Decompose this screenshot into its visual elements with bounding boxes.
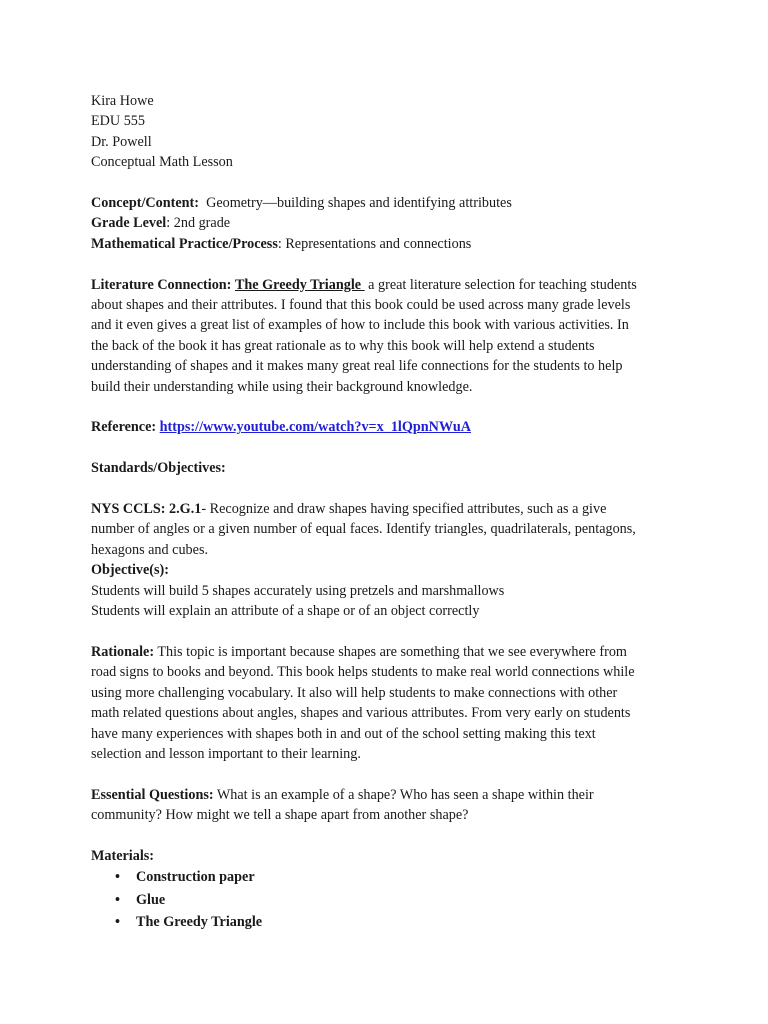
rationale-line: have many experiences with shapes both in and out of the school setting making this text bbox=[91, 725, 596, 742]
rationale-line: road signs to books and beyond. This book helps students to make real world connections while bbox=[91, 664, 635, 681]
list-item bbox=[91, 911, 681, 933]
rationale-line: math related questions about angles, shapes and various attributes. From very early on students bbox=[91, 705, 631, 722]
material-item: Glue bbox=[136, 891, 166, 908]
literature-paragraph bbox=[91, 275, 681, 397]
bullet-icon: • bbox=[115, 869, 120, 886]
list-item bbox=[91, 866, 681, 888]
literature-line: and it even gives a great list of examples of how to include this book with various activities. In bbox=[91, 317, 629, 334]
document-page bbox=[91, 91, 681, 933]
reference-link[interactable]: https://www.youtube.com/watch?v=x_1lQpnNWuA bbox=[159, 419, 471, 436]
materials-list bbox=[91, 866, 681, 933]
bullet-icon: • bbox=[115, 913, 120, 930]
reference-row bbox=[91, 417, 681, 437]
practice-row bbox=[91, 234, 681, 254]
essential-questions-line: What is an example of a shape? Who has seen a shape within their bbox=[213, 786, 594, 803]
material-item: Construction paper bbox=[136, 869, 255, 886]
reference-label: Reference: bbox=[91, 419, 157, 436]
instructor-name: Dr. Powell bbox=[91, 133, 152, 150]
essential-questions-line: community? How might we tell a shape apart from another shape? bbox=[91, 807, 469, 824]
nys-standard-line: - Recognize and draw shapes having specified attributes, such as a give bbox=[201, 501, 607, 518]
nys-standard-line: hexagons and cubes. bbox=[91, 541, 209, 558]
objective-item: Students will explain an attribute of a shape or of an object correctly bbox=[91, 603, 480, 620]
literature-line: understanding of shapes and it makes many great real life connections for the students to help bbox=[91, 358, 623, 375]
literature-line: about shapes and their attributes. I found that this book could be used across many grade levels bbox=[91, 297, 631, 314]
concept-label: Concept/Content: bbox=[91, 195, 199, 212]
materials-heading bbox=[91, 846, 681, 866]
rationale-line: using more challenging vocabulary. It also will help students to make connections with other bbox=[91, 684, 618, 701]
concept-row bbox=[91, 193, 681, 213]
grade-label: Grade Level bbox=[91, 215, 167, 232]
practice-value: : Representations and connections bbox=[277, 235, 472, 252]
literature-line: build their understanding while using their background knowledge. bbox=[91, 378, 473, 395]
course-code: EDU 555 bbox=[91, 113, 145, 130]
grade-row bbox=[91, 213, 681, 233]
essential-questions-paragraph bbox=[91, 785, 681, 826]
grade-value: : 2nd grade bbox=[166, 215, 231, 232]
standards-heading-text: Standards/Objectives: bbox=[91, 460, 226, 477]
materials-heading-text: Materials: bbox=[91, 847, 155, 864]
nys-standard-label: NYS CCLS: 2.G.1 bbox=[91, 501, 202, 518]
lesson-type: Conceptual Math Lesson bbox=[91, 154, 233, 171]
essential-questions-label: Essential Questions: bbox=[91, 786, 214, 803]
bullet-icon: • bbox=[115, 891, 120, 908]
nys-standard-line: number of angles or a given number of equal faces. Identify triangles, quadrilaterals, pentagons, bbox=[91, 521, 636, 538]
literature-line: a great literature selection for teaching students bbox=[364, 276, 637, 293]
author-name: Kira Howe bbox=[91, 93, 154, 109]
practice-label: Mathematical Practice/Process bbox=[91, 235, 278, 252]
material-item: The Greedy Triangle bbox=[136, 913, 263, 930]
concept-value: Geometry—building shapes and identifying attributes bbox=[198, 195, 512, 212]
book-title: The Greedy Triangle bbox=[234, 276, 365, 293]
literature-line: the back of the book it has great rationale as to why this book will help extend a students bbox=[91, 337, 595, 354]
objectives-heading bbox=[91, 560, 681, 580]
objective-item: Students will build 5 shapes accurately using pretzels and marshmallows bbox=[91, 582, 505, 599]
rationale-line: selection and lesson important to their learning. bbox=[91, 745, 361, 762]
literature-label: Literature Connection: bbox=[91, 276, 232, 293]
nys-standard-paragraph bbox=[91, 499, 681, 560]
objectives-heading-text: Objective(s): bbox=[91, 562, 169, 579]
rationale-label: Rationale: bbox=[91, 643, 155, 660]
list-item bbox=[91, 889, 681, 911]
standards-heading bbox=[91, 458, 681, 478]
rationale-paragraph bbox=[91, 642, 681, 764]
rationale-line: This topic is important because shapes are something that we see everywhere from bbox=[154, 643, 627, 660]
